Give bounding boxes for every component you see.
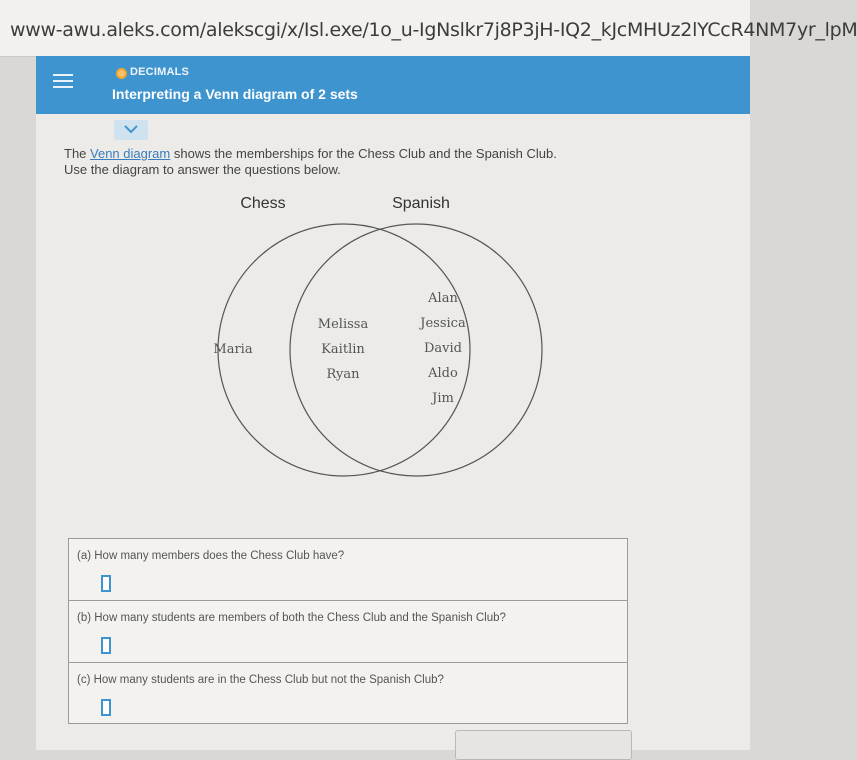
venn-member-both: Melissa — [317, 317, 369, 332]
explanation-button[interactable] — [455, 730, 632, 760]
prompt-instruction: Use the diagram to answer the questions below. — [64, 162, 341, 177]
status-dot-icon — [116, 68, 127, 79]
venn-member-spanish-only: Jessica — [420, 316, 466, 331]
answer-table — [68, 538, 628, 724]
question-row-a — [69, 539, 627, 601]
venn-member-chess-only: Maria — [213, 342, 253, 357]
venn-member-both: Kaitlin — [321, 342, 365, 357]
question-row-c — [69, 663, 627, 725]
url-text[interactable]: www-awu.aleks.com/alekscgi/x/Isl.exe/1o_u-IgNslkr7j8P3jH-IQ2_kJcMHUz2lYCcR4NM7yr_lpM — [10, 19, 857, 41]
collapse-toggle[interactable] — [114, 120, 148, 140]
question-row-b — [69, 601, 627, 663]
venn-diagram — [140, 190, 550, 480]
venn-member-spanish-only: David — [424, 341, 462, 356]
prompt-text-end: shows the memberships for the Chess Club and the Spanish Club. — [170, 146, 557, 161]
venn-member-spanish-only: Alan — [428, 291, 458, 306]
hamburger-icon[interactable] — [53, 74, 73, 90]
venn-member-both: Ryan — [326, 367, 360, 382]
answer-input-b[interactable] — [101, 637, 111, 654]
answer-input-c[interactable] — [101, 699, 111, 716]
venn-label-chess: Chess — [240, 195, 286, 212]
problem-prompt — [64, 146, 704, 178]
topic-label: DECIMALS — [130, 66, 190, 78]
lesson-title: Interpreting a Venn diagram of 2 sets — [112, 86, 358, 102]
venn-diagram-link[interactable]: Venn diagram — [90, 146, 171, 161]
chevron-down-icon — [124, 125, 138, 134]
venn-label-spanish: Spanish — [392, 195, 450, 212]
prompt-text-start: The — [64, 146, 91, 161]
venn-member-spanish-only: Jim — [432, 391, 454, 406]
venn-member-spanish-only: Aldo — [428, 366, 458, 381]
lesson-header — [36, 56, 750, 114]
question-a-text: (a) How many members does the Chess Club have? — [77, 550, 345, 562]
question-c-text: (c) How many students are in the Chess Club but not the Spanish Club? — [77, 674, 444, 686]
question-b-text: (b) How many students are members of both the Chess Club and the Spanish Club? — [77, 612, 506, 624]
answer-input-a[interactable] — [101, 575, 111, 592]
browser-address-bar[interactable] — [0, 0, 857, 57]
